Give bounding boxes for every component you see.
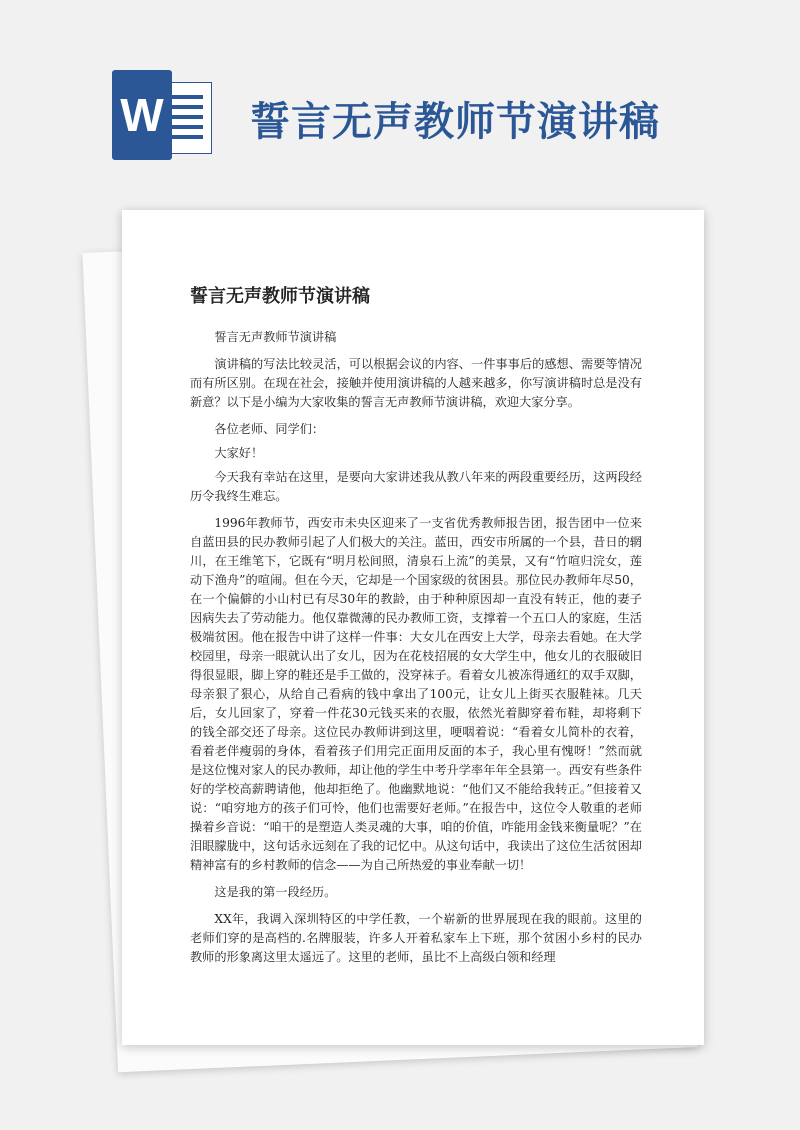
- paragraph: 各位老师、同学们：: [214, 422, 325, 436]
- document-page: [122, 210, 704, 1045]
- paragraph: 这是我的第一段经历。: [214, 885, 337, 899]
- paragraph: 演讲稿的写法比较灵活，可以根据会议的内容、一件事事后的感想、需要等情况而有所区别。在现在社会，接触并使用演讲稿的人越来越多，你写演讲稿时总是没有新意？以下是小编为大家收集的誓言无声教师节演讲稿，欢迎大家分享。: [190, 357, 642, 409]
- paragraph: 誓言无声教师节演讲稿: [214, 330, 337, 344]
- paragraph: XX年，我调入深圳特区的中学任教，一个崭新的世界展现在我的眼前。这里的老师们穿的是高档的.名牌服装，许多人开着私家车上下班，那个贫困小乡村的民办教师的形象离这里太遥远了。这里的老师，虽比不上高级白领和经理: [190, 912, 642, 964]
- word-icon: [112, 70, 212, 160]
- paragraph: 1996年教师节，西安市未央区迎来了一支省优秀教师报告团，报告团中一位来自蓝田县的民办教师引起了人们极大的关注。蓝田，西安市所属的一个县，昔日的辋川，在王维笔下，它既有“明月松间照，清泉石上流”的美景，又有“竹喧归浣女，莲动下渔舟”的喧闹。但在今天，它却是一个国家级的贫困县。那位民办教师年尽50，在一个偏僻的小山村已有尽30年的教龄，由于种种原因却一直没有转正，他的妻子因病失去了劳动能力。他仅靠微薄的民办教师工资，支撑着一个五口人的家庭，生活极端贫困。他在报告中讲了这样一件事：大女儿在西安上大学，母亲去看她。在大学校园里，母亲一眼就认出了女儿，因为在花枝招展的女大学生中，他女儿的衣服破旧得很显眼，脚上穿的鞋还是手工做的，没穿袜子。看着女儿被冻得通红的双手双脚，母亲狠了狠心，从给自己看病的钱中拿出了100元，让女儿上街买衣服鞋袜。几天后，女儿回家了，穿着一件花30元钱买来的衣服，依然光着脚穿着布鞋，却将剩下的钱全部交还了母亲。这位民办教师讲到这里，哽咽着说：“看着女儿简朴的衣着，看着老伴瘦弱的身体，看着孩子们用完正面用反面的本子，我心里有愧呀！”然而就是这位愧对家人的民办教师，却让他的学生中考升学率年年全县第一。西安有些条件好的学校高薪聘请他，他却拒绝了。他幽默地说：“他们又不能给我转正。”但接着又说：“咱穷地方的孩子们可怜，他们也需要好老师。”在报告中，这位令人敬重的老师操着乡音说：“咱干的是塑造人类灵魂的大事，咱的价值，咋能用金钱来衡量呢？”在泪眼朦胧中，这句话永远刻在了我的记忆中。从这句话中，我读出了这位生活贫困却精神富有的乡村教师的信念——为自己所热爱的事业奉献一切！: [190, 516, 642, 872]
- document-title: 誓言无声教师节演讲稿: [190, 286, 370, 307]
- document-body: [190, 328, 642, 975]
- paragraph: 大家好！: [214, 446, 264, 460]
- word-icon-letter: W: [112, 70, 172, 160]
- banner: [0, 0, 800, 190]
- paragraph: 今天我有幸站在这里，是要向大家讲述我从教八年来的两段重要经历，这两段经历令我终生难忘。: [190, 470, 642, 503]
- banner-title: 誓言无声教师节演讲稿: [250, 99, 660, 145]
